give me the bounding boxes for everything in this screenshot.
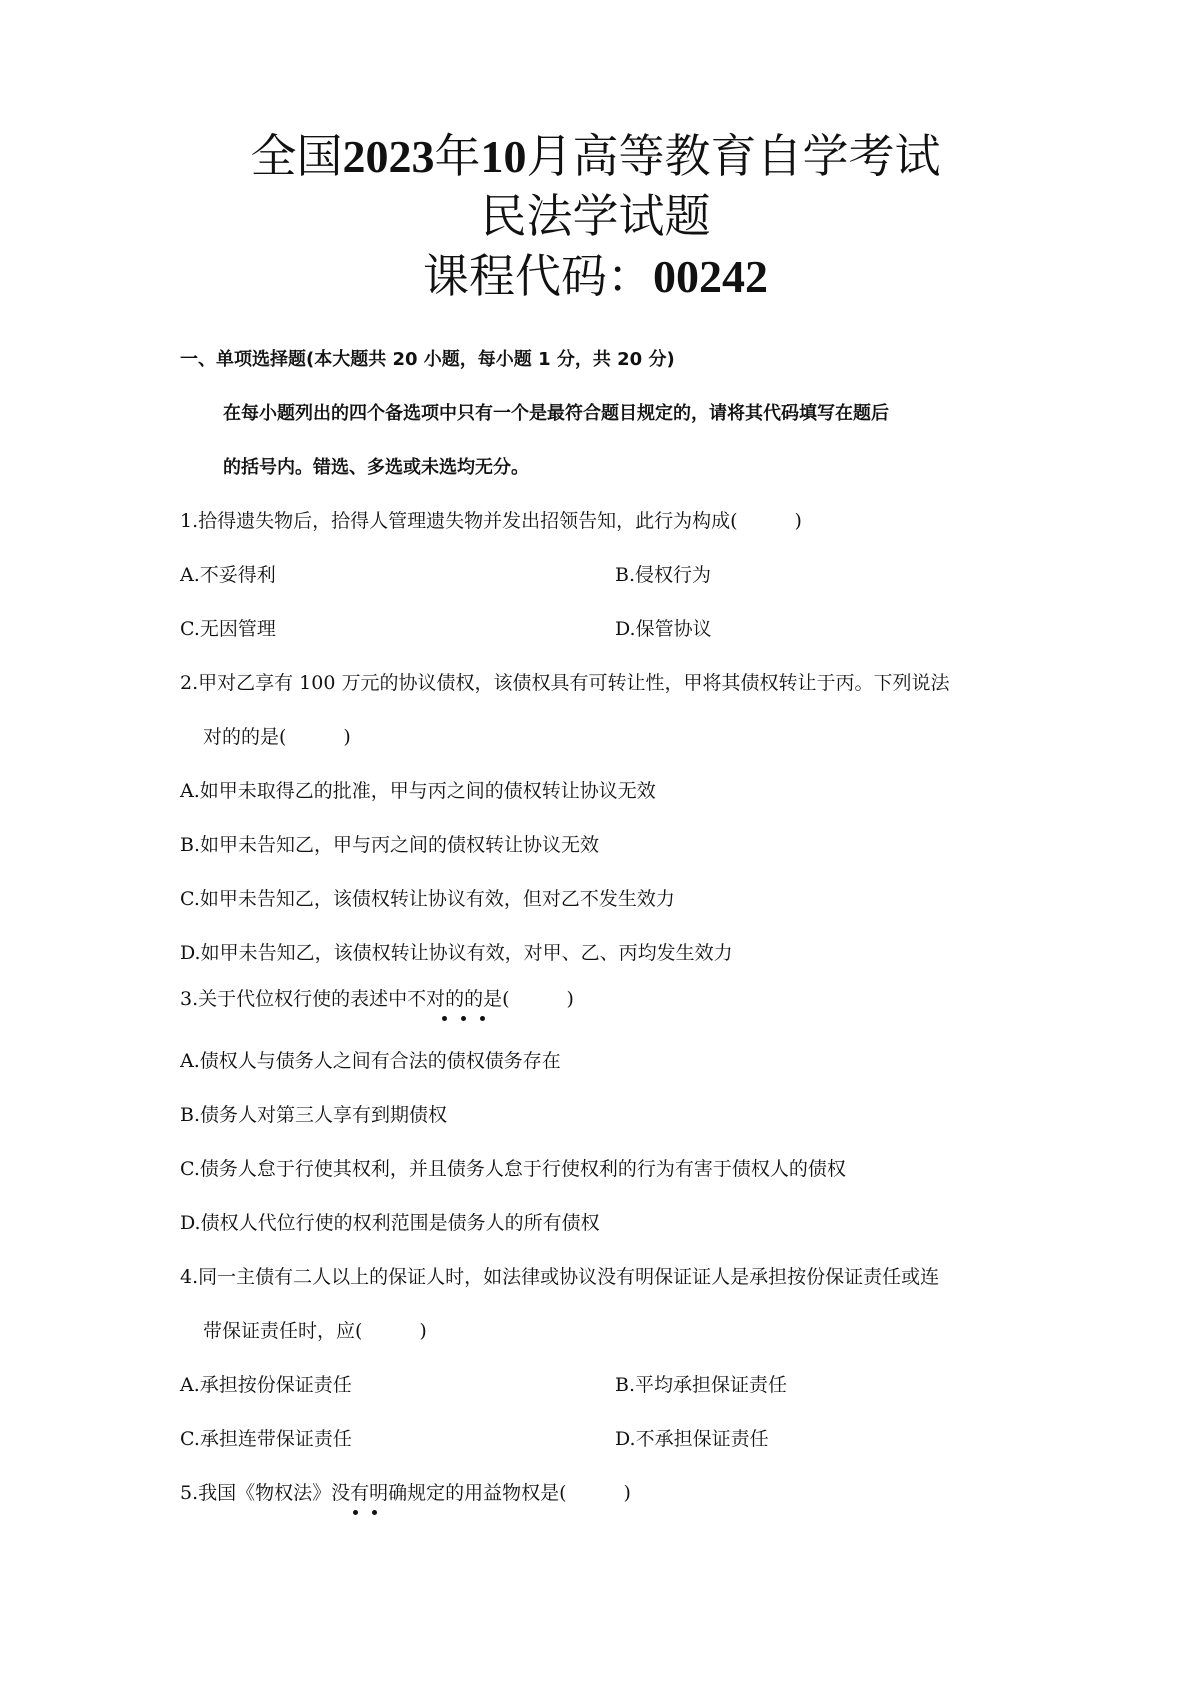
question-2-option-c: C.如甲未告知乙，该债权转让协议有效，但对乙不发生效力: [180, 888, 675, 910]
question-2-option-a: A.如甲未取得乙的批准，甲与丙之间的债权转让协议无效: [180, 780, 656, 802]
question-1-option-b: B.侵权行为: [615, 564, 712, 586]
question-3-stem: 3.关于代位权行使的表述中不对的的是( ): [180, 988, 574, 1010]
question-1-option-a: A.不妥得利: [180, 564, 276, 586]
question-4-option-a: A.承担按份保证责任: [180, 1374, 352, 1396]
subject-title: 民法学试题: [480, 189, 711, 243]
question-4-option-b: B.平均承担保证责任: [615, 1374, 788, 1396]
question-1-option-d: D.保管协议: [615, 618, 712, 640]
exam-title: 全国2023年10月高等教育自学考试: [250, 129, 941, 183]
course-code: 课程代码：00242: [423, 249, 768, 303]
question-1-stem: 1.拾得遗失物后，拾得人管理遗失物并发出招领告知，此行为构成( ): [180, 510, 802, 532]
section-instructions-line1: 在每小题列出的四个备选项中只有一个是最符合题目规定的，请将其代码填写在题后: [223, 403, 889, 424]
question-5-stem: 5.我国《物权法》没有明确规定的用益物权是( ): [180, 1482, 631, 1504]
question-1-option-c: C.无因管理: [180, 618, 276, 640]
emphasis-dot: [461, 1016, 466, 1021]
question-2-option-d: D.如甲未告知乙，该债权转让协议有效，对甲、乙、丙均发生效力: [180, 942, 733, 964]
question-4-stem: 4.同一主债有二人以上的保证人时，如法律或协议没有明保证证人是承担按份保证责任或连: [180, 1266, 940, 1288]
emphasis-dot: [372, 1510, 377, 1515]
question-3-option-c: C.债务人怠于行使其权利，并且债务人怠于行使权利的行为有害于债权人的债权: [180, 1158, 846, 1180]
question-3-option-a: A.债权人与债务人之间有合法的债权债务存在: [180, 1050, 561, 1072]
question-3-option-d: D.债权人代位行使的权利范围是债务人的所有债权: [180, 1212, 600, 1234]
question-4-option-c: C.承担连带保证责任: [180, 1428, 352, 1450]
question-4-stem-continued: 带保证责任时，应( ): [203, 1320, 427, 1342]
question-2-stem-continued: 对的的是( ): [203, 726, 351, 748]
emphasis-dot: [442, 1016, 447, 1021]
question-4-option-d: D.不承担保证责任: [615, 1428, 769, 1450]
question-2-option-b: B.如甲未告知乙，甲与丙之间的债权转让协议无效: [180, 834, 600, 856]
emphasis-dot: [353, 1510, 358, 1515]
section-instructions-line2: 的括号内。错选、多选或未选均无分。: [223, 457, 529, 478]
section-heading: 一、单项选择题(本大题共 20 小题，每小题 1 分，共 20 分): [180, 349, 675, 370]
question-3-option-b: B.债务人对第三人享有到期债权: [180, 1104, 448, 1126]
question-2-stem: 2.甲对乙享有 100 万元的协议债权，该债权具有可转让性，甲将其债权转让于丙。下列说法: [180, 672, 950, 694]
emphasis-dot: [480, 1016, 485, 1021]
